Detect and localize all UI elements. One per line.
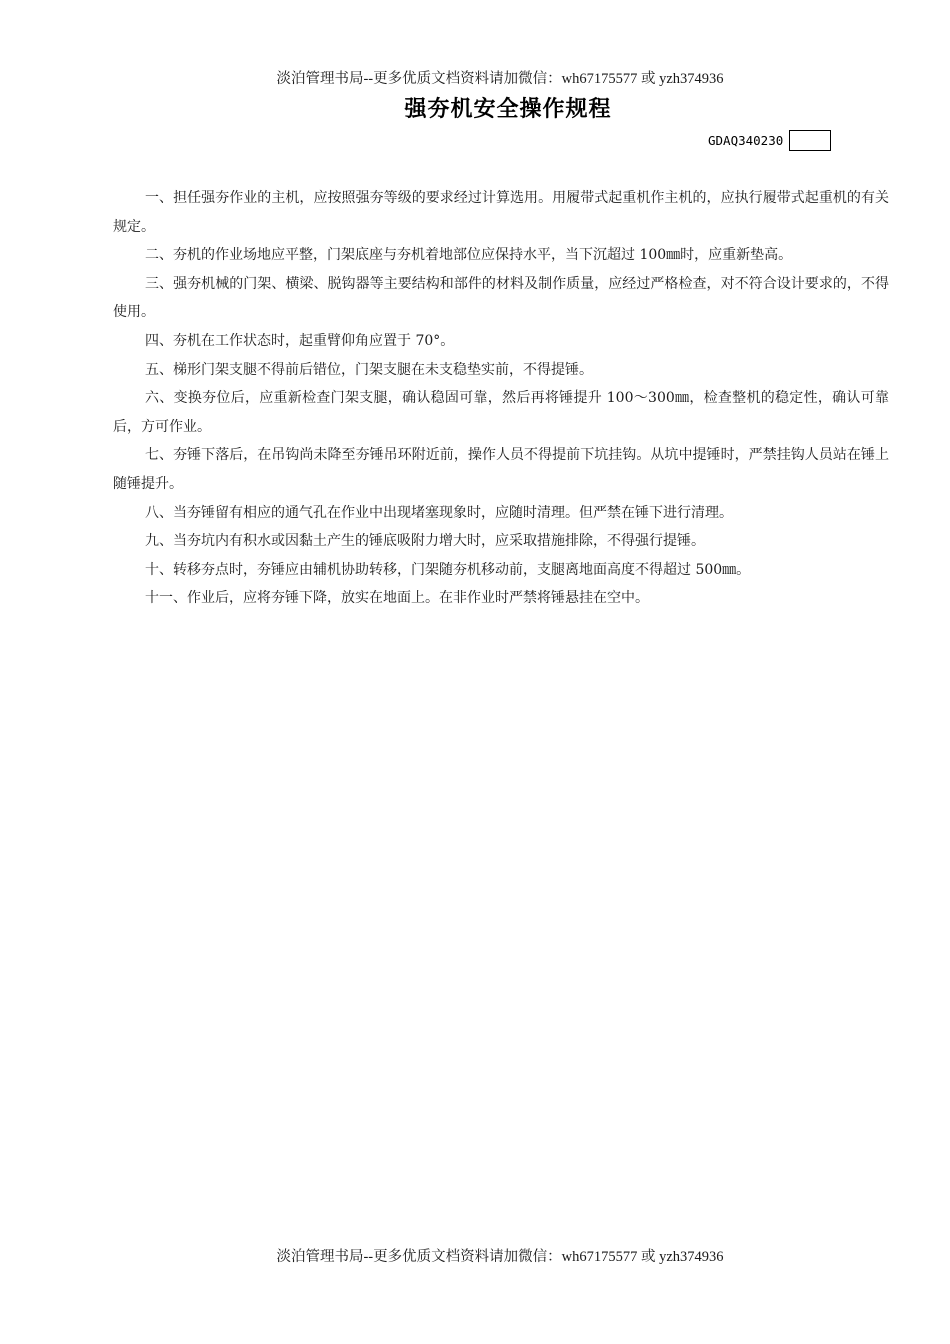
- rule-paragraph: 八、当夯锤留有相应的通气孔在作业中出现堵塞现象时，应随时清理。但严禁在锤下进行清理。: [145, 504, 733, 521]
- footer-note: 淡泊管理书局--更多优质文档资料请加微信：wh67175577 或 yzh374936: [276, 1249, 724, 1265]
- header-note: 淡泊管理书局--更多优质文档资料请加微信：wh67175577 或 yzh374936: [276, 71, 724, 87]
- code-box: [789, 130, 831, 151]
- rules-body: [113, 184, 889, 613]
- rule-paragraph: 十一、作业后，应将夯锤下降，放实在地面上。在非作业时严禁将锤悬挂在空中。: [145, 590, 649, 607]
- document-code: GDAQ340230: [708, 132, 784, 148]
- document-title: 强夯机安全操作规程: [404, 97, 612, 122]
- rule-paragraph: 十、转移夯点时，夯锤应由辅机协助转移，门架随夯机移动前，支腿离地面高度不得超过 500㎜。: [145, 561, 751, 578]
- rule-paragraph: 一、担任强夯作业的主机，应按照强夯等级的要求经过计算选用。用履带式起重机作主机的，应执行履带式起重机的有关规定。: [113, 190, 889, 235]
- rule-paragraph: 九、当夯坑内有积水或因黏土产生的锤底吸附力增大时，应采取措施排除，不得强行提锤。: [145, 533, 705, 550]
- rule-paragraph: 六、变换夯位后，应重新检查门架支腿，确认稳固可靠，然后再将锤提升 100～300㎜，检查整机的稳定性，确认可靠后，方可作业。: [113, 390, 889, 435]
- document-code-row: [708, 128, 831, 152]
- rule-paragraph: 二、夯机的作业场地应平整，门架底座与夯机着地部位应保持水平，当下沉超过 100㎜时，应重新垫高。: [145, 247, 793, 264]
- rule-paragraph: 七、夯锤下落后，在吊钩尚未降至夯锤吊环附近前，操作人员不得提前下坑挂钩。从坑中提锤时，严禁挂钩人员站在锤上随锤提升。: [113, 447, 889, 492]
- rule-paragraph: 五、梯形门架支腿不得前后错位，门架支腿在未支稳垫实前，不得提锤。: [145, 361, 593, 378]
- rule-paragraph: 四、夯机在工作状态时，起重臂仰角应置于 70°。: [145, 332, 455, 349]
- rule-paragraph: 三、强夯机械的门架、横梁、脱钩器等主要结构和部件的材料及制作质量，应经过严格检查，对不符合设计要求的，不得使用。: [113, 275, 889, 321]
